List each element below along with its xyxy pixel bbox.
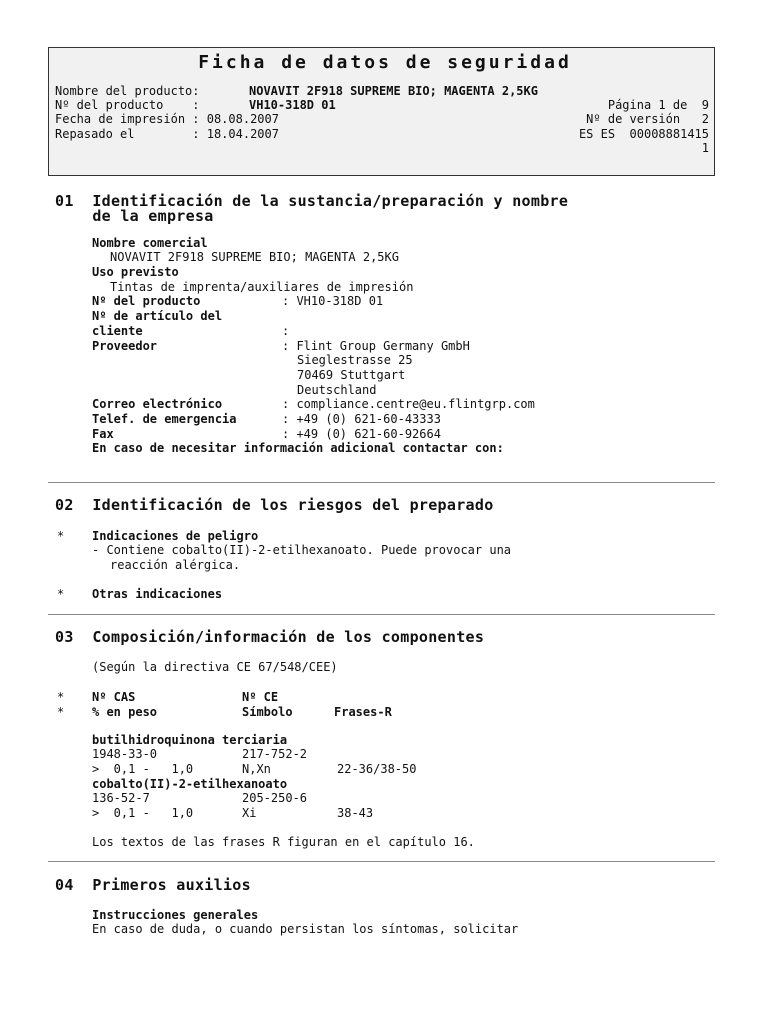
product-name-label: Nombre del producto: [55,84,200,98]
customer-article-label-cont: cliente [92,324,143,338]
component-weight: > 0,1 - 1,0 [92,762,194,776]
emergency-phone-value: : +49 (0) 621-60-43333 [282,412,441,426]
component-ce: 205-250-6 [242,791,308,805]
section-01-title-cont: de la empresa [55,207,214,225]
component-name: cobalto(II)-2-etilhexanoato [92,777,288,791]
cas-header: Nº CAS [92,690,136,704]
hazard-text-cont: reacción alérgica. [110,558,241,572]
r-phrases-note: Los textos de las frases R figuran en el capítulo 16. [92,835,475,849]
emergency-phone-label: Telef. de emergencia [92,412,237,426]
customer-article-label: Nº de artículo del [92,309,223,323]
product-number-label: Nº del producto [92,294,201,308]
component-phrases: 22-36/38-50 [337,762,417,776]
component-ce: 217-752-2 [242,747,308,761]
component-symbol: N,Xn [242,762,271,776]
hazard-indications-label: Indicaciones de peligro [92,529,259,543]
page-info: Página 1 de 9 [607,98,709,112]
fax-label: Fax [92,427,114,441]
component-symbol: Xi [242,806,257,820]
ce-header: Nº CE [242,690,279,704]
intended-use-value: Tintas de imprenta/auxiliares de impresión [110,280,414,294]
product-name-value: NOVAVIT 2F918 SUPREME BIO; MAGENTA 2,5KG [249,84,538,98]
component-cas: 136-52-7 [92,791,150,805]
section-02-title: 02 Identificación de los riesgos del preparado [55,496,494,514]
supplier-street: Sieglestrasse 25 [297,353,413,367]
supplier-city: 70469 Stuttgart [297,368,406,382]
phrases-header: Frases-R [334,705,392,719]
supplier-country: Deutschland [297,383,377,397]
intended-use-label: Uso previsto [92,265,179,279]
general-instructions-text: En caso de duda, o cuando persistan los síntomas, solicitar [92,922,519,936]
version-info: Nº de versión 2 [586,112,709,126]
bullet-marker: * [57,587,65,601]
directive-note: (Según la directiva CE 67/548/CEE) [92,660,338,674]
document-title: Ficha de datos de seguridad [198,52,572,73]
bullet-marker: * [57,705,65,719]
email-value: : compliance.centre@eu.flintgrp.com [282,397,535,411]
general-instructions-label: Instrucciones generales [92,908,259,922]
weight-header: % en peso [92,705,158,719]
section-divider [48,861,715,862]
bullet-marker: * [57,529,65,543]
bullet-marker: * [57,690,65,704]
section-03-title: 03 Composición/información de los componentes [55,628,485,646]
trade-name-value: NOVAVIT 2F918 SUPREME BIO; MAGENTA 2,5KG [110,250,399,264]
symbol-header: Símbolo [242,705,293,719]
section-divider [48,482,715,483]
product-no-value: VH10-318D 01 [249,98,336,112]
doc-code-continued: 1 [701,141,709,155]
product-no-label: Nº del producto : [55,98,200,112]
supplier-label: Proveedor [92,339,158,353]
hazard-text: - Contiene cobalto(II)-2-etilhexanoato. Puede provocar una [92,543,512,557]
supplier-name: : Flint Group Germany GmbH [282,339,470,353]
component-name: butilhidroquinona terciaria [92,733,288,747]
fax-value: : +49 (0) 621-60-92664 [282,427,441,441]
section-divider [48,614,715,615]
product-number-value: : VH10-318D 01 [282,294,384,308]
print-date: Fecha de impresión : 08.08.2007 [55,112,279,126]
component-cas: 1948-33-0 [92,747,158,761]
section-01-title: 01 Identificación de la sustancia/preparación y nombre [55,192,569,210]
revised-date: Repasado el : 18.04.2007 [55,127,279,141]
section-04-title: 04 Primeros auxilios [55,876,251,894]
contact-note: En caso de necesitar información adicional contactar con: [92,441,504,455]
other-indications-label: Otras indicaciones [92,587,223,601]
component-phrases: 38-43 [337,806,374,820]
trade-name-label: Nombre comercial [92,236,208,250]
component-weight: > 0,1 - 1,0 [92,806,194,820]
customer-article-value: : [282,324,290,338]
doc-code: ES ES 00008881415 [578,127,709,141]
email-label: Correo electrónico [92,397,223,411]
